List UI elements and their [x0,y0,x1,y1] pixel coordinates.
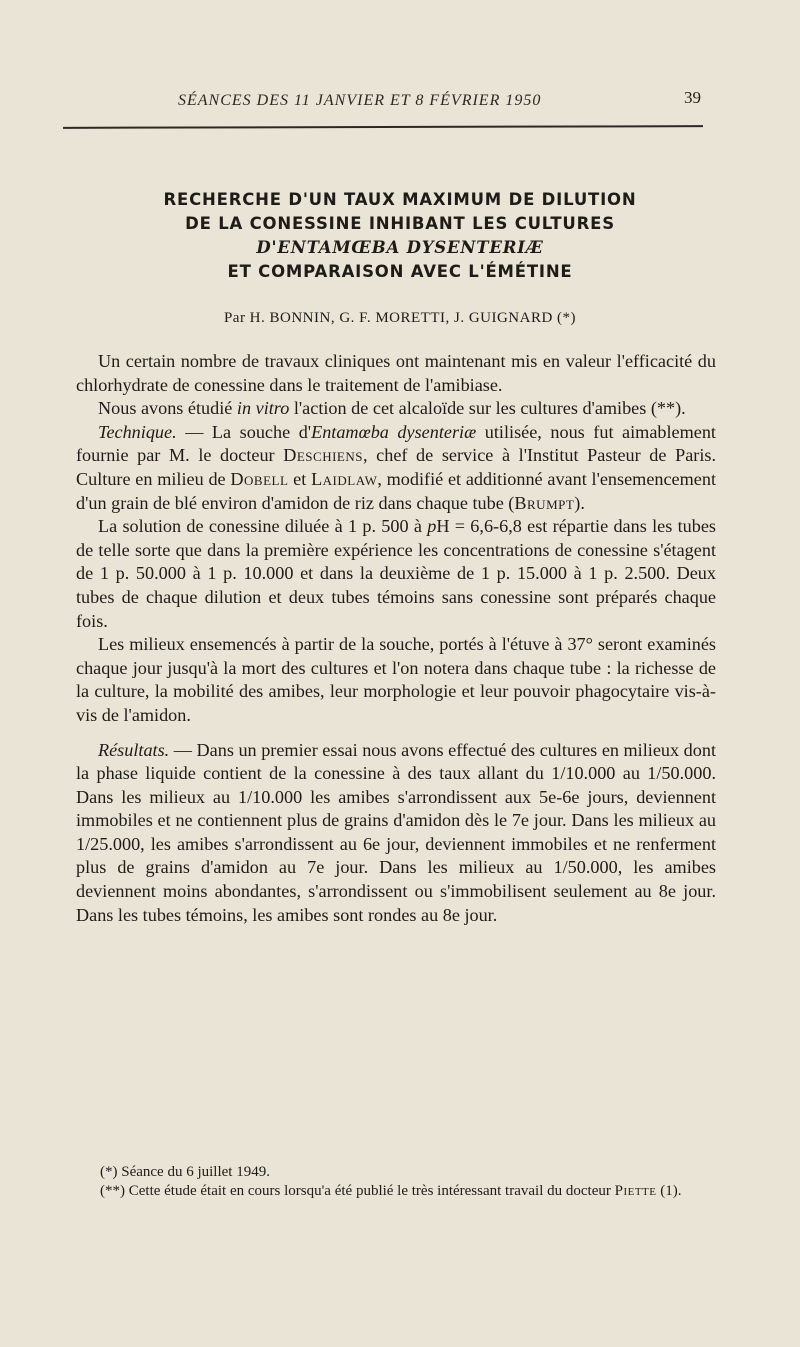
text-run: , chef de service à l'Institut Pasteur de Paris. Culture en milieu de [76,445,716,489]
footnote-2 [78,1182,718,1201]
text-run: (**) Cette étude était en cours lorsqu'a été publié le très intéressant travail du docteur [100,1182,615,1199]
title-line-1: RECHERCHE D'UN TAUX MAXIMUM DE DILUTION [163,190,637,209]
text-run: et [288,468,312,489]
author-name: Laidlaw [311,468,378,489]
text-run: utilisée, nous fut aimablement fournie par M. le docteur [76,421,716,466]
paragraph-results [76,739,716,928]
paragraph-in-vitro [76,397,716,421]
author-name: Piette [614,1182,657,1199]
paragraph-technique [76,421,716,515]
species-name: Entamœba dysenteriæ [311,421,477,442]
text-run: Nous avons étudié [98,398,237,419]
author-name: Dobell [230,468,289,489]
paragraph-observation: Les milieux ensemencés à partir de la souche, portés à l'étuve à 37° seront examinés chaque jour jusqu'à la mort des cultures et l'on notera dans chaque tube : la richesse de la culture, la mobilité des amibes, leur morphologie et leur pouvoir phagocytaire vis-à-vis de l'amidon. [76,634,716,725]
article-title [100,188,700,284]
article-body [76,350,716,927]
running-head: SÉANCES DES 11 JANVIER ET 8 FÉVRIER 1950 [178,92,542,109]
author-name: Brumpt [514,492,575,513]
text-run: — La souche d' [176,421,312,442]
text-run: La solution de conessine diluée à 1 p. 500 à [98,516,428,537]
text-run: , modifié et additionné avant l'ensemencement d'un grain de blé environ d'amidon de riz dans chaque tube ( [76,468,716,513]
text-run: H = 6,6-6,8 est répartie dans les tubes de telle sorte que dans la première expérience les concentrations de conessine s'étagent de 1 p. 50.000 à 1 p. 10.000 et dans la deuxième de 1 p. 15.000 à 1 p. 2.500. Deux tubes de chaque dilution et deux tubes témoins sans conessine sont préparés chaque fois. [76,516,716,631]
header-rule [63,125,703,129]
title-line-2: DE LA CONESSINE INHIBANT LES CULTURES [185,214,615,233]
text-run: l'action de cet alcaloïde sur les cultures d'amibes (**). [289,398,686,419]
footnote-1: (*) Séance du 6 juillet 1949. [100,1164,270,1180]
text-run: ). [574,492,585,513]
text-run-italic: p [427,516,437,537]
section-label-technique: Technique. [98,421,177,442]
paragraph-solution [76,515,716,633]
text-run: — Dans un premier essai nous avons effectué des cultures en milieux dont la phase liquide contient de la conessine à des taux allant du 1/10.000 au 1/50.000. Dans les milieux au 1/10.000 les amibes s'arrondissent aux 5e-6e jours, deviennent immobiles et ne contiennent plus de grains d'amidon dès le 7e jour. Dans les milieux au 1/25.000, les amibes s'arrondissent au 6e jour, deviennent immobiles et ne renferment plus de grains d'amidon au 7e jour. Dans les milieux au 1/50.000, les amibes deviennent moins abondantes, s'arrondissent ou s'immobilisent seulement au 8e jour. Dans les tubes témoins, les amibes sont rondes au 8e jour. [76,739,716,925]
section-label-results: Résultats. [98,739,170,760]
text-run: (1). [656,1182,682,1199]
title-line-4: ET COMPARAISON AVEC L'ÉMÉTINE [227,262,573,281]
text-run-italic: in vitro [236,398,290,419]
author-name: Deschiens [283,445,363,466]
title-line-3: D'ENTAMŒBA DYSENTERIÆ [256,238,544,257]
paragraph-intro: Un certain nombre de travaux cliniques ont maintenant mis en valeur l'efficacité du chlorhydrate de conessine dans le traitement de l'amibiase. [76,351,716,395]
page-number: 39 [684,88,701,107]
author-byline: Par H. BONNIN, G. F. MORETTI, J. GUIGNARD (*) [223,310,577,326]
footnotes [78,1163,718,1200]
